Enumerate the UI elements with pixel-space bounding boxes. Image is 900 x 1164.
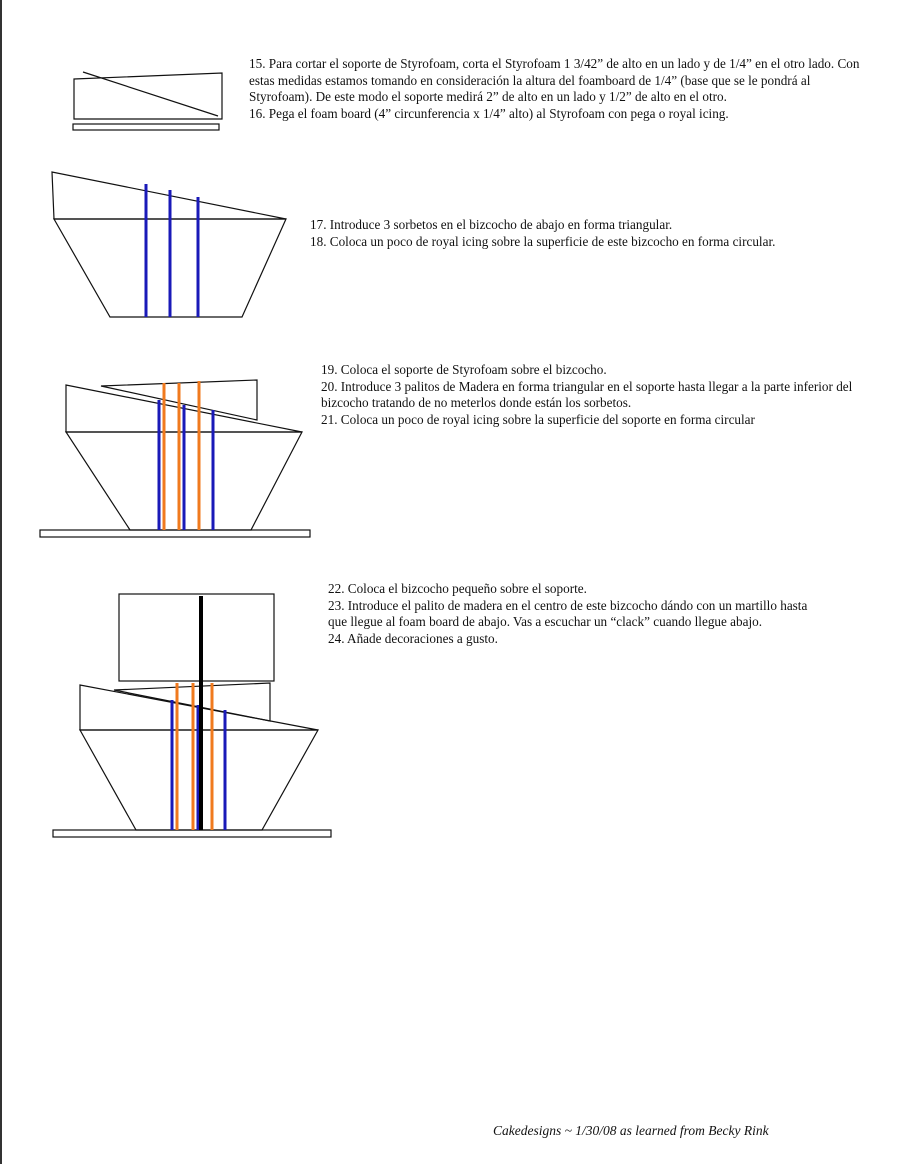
steps-19-21 — [321, 362, 861, 428]
figure-support-dowels — [40, 380, 310, 537]
small-cake — [119, 594, 274, 681]
step-21: 21. Coloca un poco de royal icing sobre la superficie del soporte en forma circular — [321, 411, 755, 427]
step-18: 18. Coloca un poco de royal icing sobre la superficie de este bizcocho en forma circular. — [310, 233, 776, 249]
foam-board — [73, 124, 219, 130]
figure-bottom-cake-straws — [52, 172, 286, 317]
straws — [146, 184, 198, 317]
cake-board — [53, 830, 331, 837]
cake-board — [40, 530, 310, 537]
steps-22-24 — [328, 581, 828, 647]
step-15: 15. Para cortar el soporte de Styrofoam, corta el Styrofoam 1 3/42” de alto en un lado y de 1/4” en el otro lado. Con estas medidas estamos tomando en consideración la altura del foamboard de 1/4” (base que se le pondrá al Styrofoam). De este modo el soporte medirá 2” de alto en un lado y 1/2” de alto en el otro. — [249, 56, 860, 105]
dowels — [177, 683, 212, 830]
straws — [172, 700, 225, 830]
footer-credit: Cakedesigns ~ 1/30/08 as learned from Becky Rink — [493, 1123, 769, 1138]
step-22: 22. Coloca el bizcocho pequeño sobre el soporte. — [328, 581, 587, 596]
step-24: 24. Añade decoraciones a gusto. — [328, 630, 498, 646]
steps-15-16 — [249, 56, 861, 122]
step-20: 20. Introduce 3 palitos de Madera en forma triangular en el soporte hasta llegar a la parte inferior del bizcocho tratando de no meterlos donde están los sorbetos. — [321, 378, 853, 411]
step-23: 23. Introduce el palito de madera en el centro de este bizcocho dándo con un martillo hasta que llegue al foam board de abajo. Vas a escuchar un “clack” cuando llegue abajo. — [328, 597, 808, 630]
figure-stacked-cakes — [53, 594, 331, 837]
figure-styrofoam-wedge — [73, 72, 222, 130]
straws — [159, 400, 213, 530]
step-17: 17. Introduce 3 sorbetos en el bizcocho de abajo en forma triangular. — [310, 217, 673, 232]
step-16: 16. Pega el foam board (4” circunferencia x 1/4” alto) al Styrofoam con pega o royal icing. — [249, 105, 729, 121]
cut-line — [83, 72, 218, 116]
step-19: 19. Coloca el soporte de Styrofoam sobre el bizcocho. — [321, 362, 607, 377]
steps-17-18 — [310, 217, 870, 250]
styrofoam-block — [74, 73, 222, 119]
